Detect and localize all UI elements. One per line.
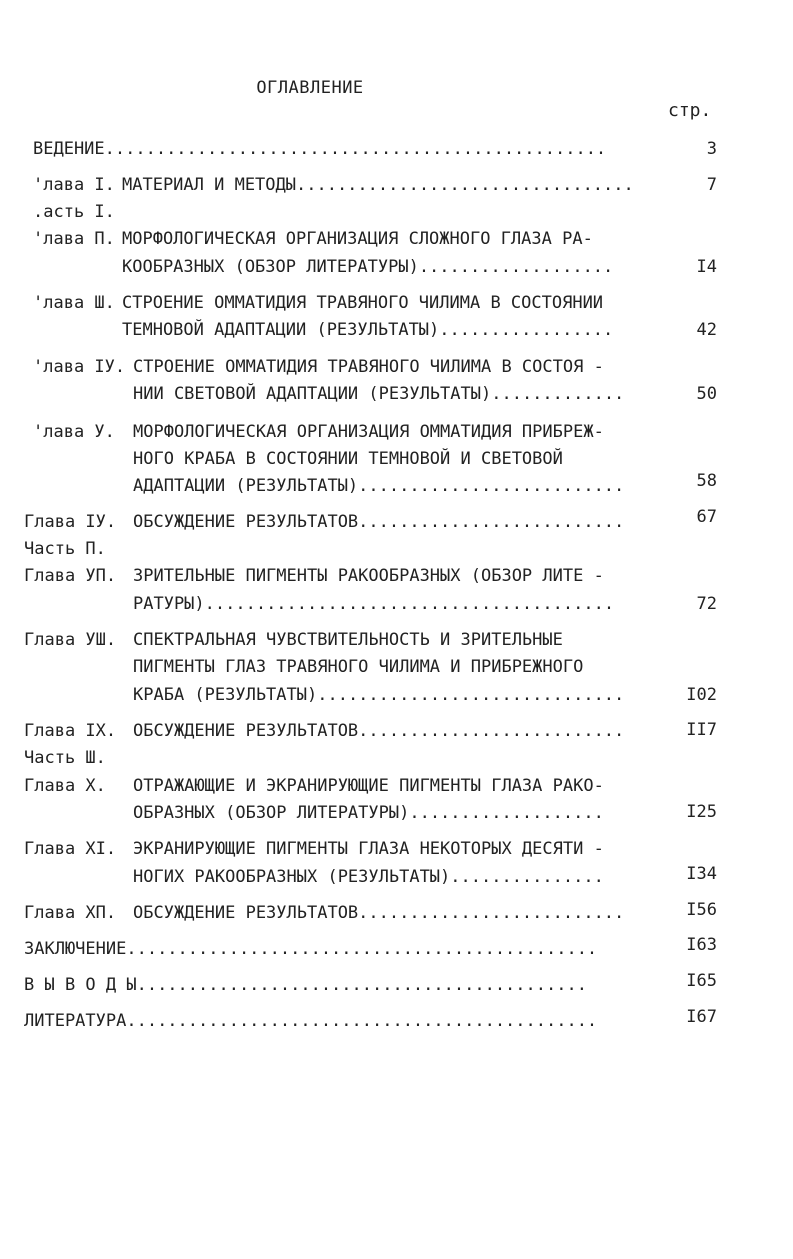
toc-chapter-prefix: 'лава У. xyxy=(33,422,115,442)
toc-entry-chapter-8-cont: ПИГМЕНТЫ ГЛАЗ ТРАВЯНОГО ЧИЛИМА И ПРИБРЕЖНОГО xyxy=(133,657,584,677)
toc-entry-chapter-10: ОТРАЖАЮЩИЕ И ЭКРАНИРУЮЩИЕ ПИГМЕНТЫ ГЛАЗА РАКО- xyxy=(133,776,604,796)
toc-entry-chapter-5: МОРФОЛОГИЧЕСКАЯ ОРГАНИЗАЦИЯ ОММАТИДИЯ ПРИБРЕЖ- xyxy=(133,422,604,442)
toc-entry-conclusion: ЗАКЛЮЧЕНИЕ.............................................. xyxy=(24,939,598,959)
toc-page-number: 72 xyxy=(696,594,717,614)
toc-page-number: I25 xyxy=(686,802,717,822)
toc-entry-chapter-4-cont: НИИ СВЕТОВОЙ АДАПТАЦИИ (РЕЗУЛЬТАТЫ)............. xyxy=(133,384,625,404)
toc-entry-chapter-12: ОБСУЖДЕНИЕ РЕЗУЛЬТАТОВ.......................... xyxy=(133,903,625,923)
toc-chapter-prefix: Глава X. xyxy=(24,776,106,796)
toc-page-number: I63 xyxy=(686,935,717,955)
toc-entry-chapter-1: МАТЕРИАЛ И МЕТОДЫ................................. xyxy=(122,175,634,195)
toc-part-heading: Часть П. xyxy=(24,539,106,559)
toc-entry-chapter-3-cont: ТЕМНОВОЙ АДАПТАЦИИ (РЕЗУЛЬТАТЫ)................. xyxy=(122,320,614,340)
toc-chapter-prefix: Глава УШ. xyxy=(24,630,117,650)
toc-entry-chapter-11-cont: НОГИХ РАКООБРАЗНЫХ (РЕЗУЛЬТАТЫ)............... xyxy=(133,867,604,887)
toc-entry-findings: В Ы В О Д Ы............................................ xyxy=(24,975,587,995)
toc-entry-chapter-8-cont: КРАБА (РЕЗУЛЬТАТЫ).............................. xyxy=(133,685,625,705)
toc-chapter-prefix: Глава XI. xyxy=(24,839,117,859)
toc-chapter-prefix: Глава IX. xyxy=(24,721,117,741)
toc-chapter-prefix: 'лава I. xyxy=(33,175,115,195)
toc-part-heading: .асть I. xyxy=(33,202,115,222)
toc-entry-chapter-2: МОРФОЛОГИЧЕСКАЯ ОРГАНИЗАЦИЯ СЛОЖНОГО ГЛАЗА РА- xyxy=(122,229,593,249)
toc-page-number: II7 xyxy=(686,720,717,740)
toc-chapter-prefix: Глава ХП. xyxy=(24,903,117,923)
toc-page-number: I4 xyxy=(696,257,717,277)
toc-page-number: 67 xyxy=(696,507,717,527)
toc-entry-chapter-7: ЗРИТЕЛЬНЫЕ ПИГМЕНТЫ РАКООБРАЗНЫХ (ОБЗОР ЛИТЕ - xyxy=(133,566,604,586)
toc-entry-chapter-5-cont: АДАПТАЦИИ (РЕЗУЛЬТАТЫ).......................... xyxy=(133,476,625,496)
toc-part-heading: Часть Ш. xyxy=(24,748,106,768)
toc-page-number: I67 xyxy=(686,1007,717,1027)
toc-entry-introduction: ВЕДЕНИЕ................................................. xyxy=(33,139,607,159)
toc-entry-chapter-10-cont: ОБРАЗНЫХ (ОБЗОР ЛИТЕРАТУРЫ)................... xyxy=(133,803,604,823)
toc-page-number: 50 xyxy=(696,384,717,404)
toc-page-number: I65 xyxy=(686,971,717,991)
toc-page-number: I34 xyxy=(686,864,717,884)
toc-page-number: I56 xyxy=(686,900,717,920)
toc-entry-chapter-9: ОБСУЖДЕНИЕ РЕЗУЛЬТАТОВ.......................... xyxy=(133,721,625,741)
toc-page-number: 7 xyxy=(706,175,717,195)
toc-entry-chapter-6: ОБСУЖДЕНИЕ РЕЗУЛЬТАТОВ.......................... xyxy=(133,512,625,532)
page-title: ОГЛАВЛЕНИЕ xyxy=(256,78,364,98)
toc-chapter-prefix: 'лава Ш. xyxy=(33,293,115,313)
toc-chapter-prefix: 'лава IУ. xyxy=(33,357,126,377)
toc-page-number: 42 xyxy=(696,320,717,340)
toc-entry-chapter-3: СТРОЕНИЕ ОММАТИДИЯ ТРАВЯНОГО ЧИЛИМА В СОСТОЯНИИ xyxy=(122,293,604,313)
toc-entry-references: ЛИТЕРАТУРА.............................................. xyxy=(24,1011,598,1031)
toc-entry-chapter-8: СПЕКТРАЛЬНАЯ ЧУВСТВИТЕЛЬНОСТЬ И ЗРИТЕЛЬНЫЕ xyxy=(133,630,563,650)
toc-entry-chapter-2-cont: КООБРАЗНЫХ (ОБЗОР ЛИТЕРАТУРЫ)................... xyxy=(122,257,614,277)
toc-chapter-prefix: Глава IУ. xyxy=(24,512,117,532)
toc-entry-chapter-7-cont: РАТУРЫ)........................................ xyxy=(133,594,615,614)
toc-page-number: 3 xyxy=(706,139,717,159)
toc-page-number: I02 xyxy=(686,685,717,705)
toc-entry-chapter-4: СТРОЕНИЕ ОММАТИДИЯ ТРАВЯНОГО ЧИЛИМА В СОСТОЯ - xyxy=(133,357,604,377)
toc-chapter-prefix: 'лава П. xyxy=(33,229,115,249)
toc-entry-chapter-11: ЭКРАНИРУЮЩИЕ ПИГМЕНТЫ ГЛАЗА НЕКОТОРЫХ ДЕСЯТИ - xyxy=(133,839,604,859)
toc-entry-chapter-5-cont: НОГО КРАБА В СОСТОЯНИИ ТЕМНОВОЙ И СВЕТОВОЙ xyxy=(133,449,563,469)
toc-page-number: 58 xyxy=(696,471,717,491)
page-column-label: стр. xyxy=(668,100,712,121)
toc-chapter-prefix: Глава УП. xyxy=(24,566,117,586)
